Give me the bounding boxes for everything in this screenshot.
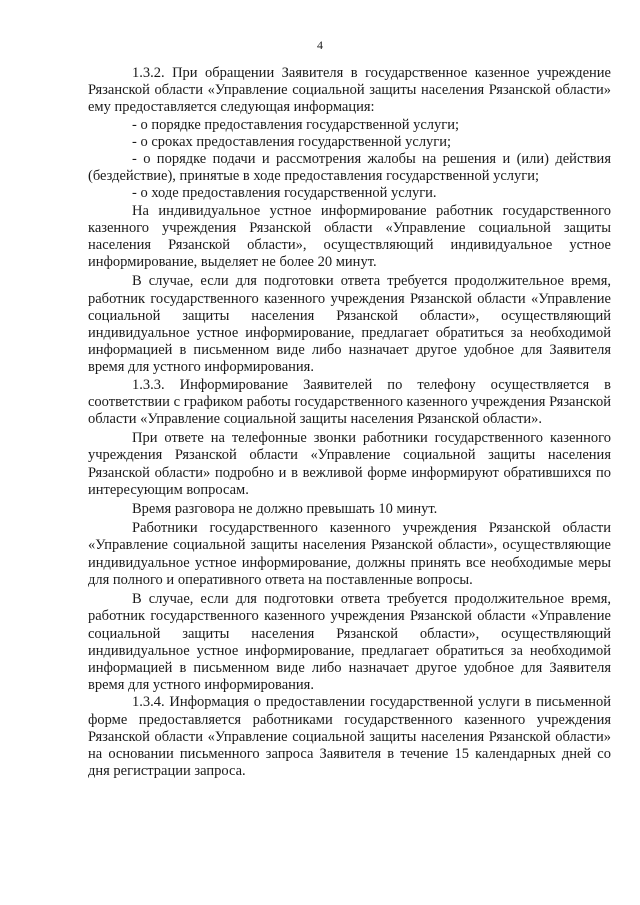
paragraph: При ответе на телефонные звонки работники государственного казенного учреждения Рязанской области «Управление социальной защиты населения Рязанской области» подробно и в вежливой форме информируют обратившихся по интересующим вопросам. <box>88 430 611 498</box>
list-item: - о порядке подачи и рассмотрения жалобы на решения и (или) действия (бездействие), принятые в ходе предоставления государственной услуги; <box>88 151 611 185</box>
paragraph: На индивидуальное устное информирование работник государственного казенного учреждения Рязанской области «Управление социальной защиты населения Рязанской области», осуществляющий индивидуальное устное информирование, выделяет не более 20 минут. <box>88 202 611 271</box>
paragraph-1-3-3: 1.3.3. Информирование Заявителей по телефону осуществляется в соответствии с графиком работы государственного казенного учреждения Рязанской области «Управление социальной защиты населения Рязанской области». <box>88 376 611 428</box>
paragraph: В случае, если для подготовки ответа требуется продолжительное время, работник государственного казенного учреждения Рязанской области «Управление социальной защиты населения Рязанской области», осуществляющий индивидуальное устное информирование, предлагает обратиться за необходимой информацией в письменном виде либо назначает другое удобное для Заявителя время для устного информирования. <box>88 591 611 694</box>
list-item: - о порядке предоставления государственной услуги; <box>132 116 460 133</box>
paragraph-1-3-2: 1.3.2. При обращении Заявителя в государственное казенное учреждение Рязанской области «Управление социальной защиты населения Рязанской области» ему предоставляется следующая информация: <box>88 65 611 116</box>
paragraph: Время разговора не должно превышать 10 минут. <box>132 501 438 518</box>
document-body <box>88 65 611 780</box>
list-item: - о сроках предоставления государственной услуги; <box>132 133 452 150</box>
page-number: 4 <box>317 38 323 52</box>
paragraph: Работники государственного казенного учреждения Рязанской области «Управление социальной защиты населения Рязанской области», осуществляющие индивидуальное устное информирование, должны принять все необходимые меры для полного и оперативного ответа на поставленные вопросы. <box>88 520 611 588</box>
list-item: - о ходе предоставления государственной услуги. <box>132 185 437 202</box>
paragraph-1-3-4: 1.3.4. Информация о предоставлении государственной услуги в письменной форме предоставляется работниками государственного казенного учреждения Рязанской области «Управление социальной защиты населения Рязанской области» на основании письменного запроса Заявителя в течение 15 календарных дней со дня регистрации запроса. <box>88 694 611 780</box>
paragraph: В случае, если для подготовки ответа требуется продолжительное время, работник государственного казенного учреждения Рязанской области «Управление социальной защиты населения Рязанской области», осуществляющий индивидуальное устное информирование, предлагает обратиться за необходимой информацией в письменном виде либо назначает другое удобное для Заявителя время для устного информирования. <box>88 273 611 376</box>
